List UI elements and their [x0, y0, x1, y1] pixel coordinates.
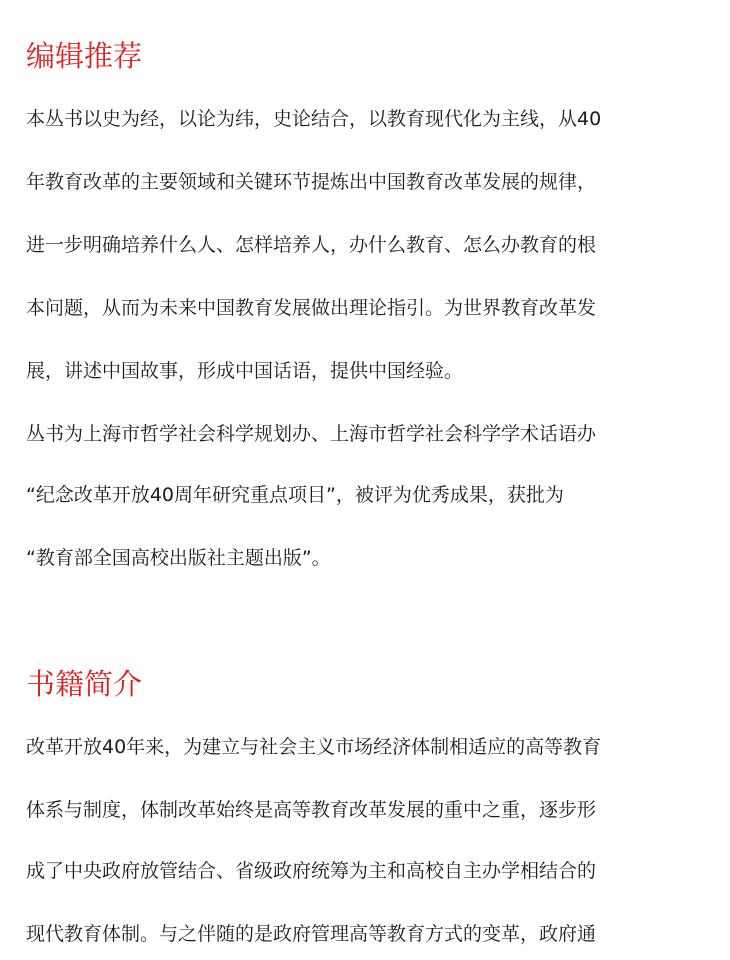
book-intro-title: 书籍简介 — [26, 667, 143, 701]
intro-paragraph-line: 现代教育体制。与之伴随的是政府管理高等教育方式的变革，政府通 — [26, 923, 597, 945]
editor-paragraph-line: 年教育改革的主要领域和关键环节提炼出中国教育改革发展的规律， — [26, 171, 597, 193]
editor-recommendation-title: 编辑推荐 — [26, 39, 143, 73]
intro-paragraph-line: 体系与制度，体制改革始终是高等教育改革发展的重中之重，逐步形 — [26, 799, 597, 821]
editor-paragraph-line: 丛书为上海市哲学社会科学规划办、上海市哲学社会科学学术话语办 — [26, 423, 597, 445]
editor-paragraph-line: 本丛书以史为经，以论为纬，史论结合，以教育现代化为主线，从40 — [26, 108, 602, 130]
editor-paragraph-line: “教育部全国高校出版社主题出版”。 — [26, 547, 331, 569]
editor-paragraph-line: 进一步明确培养什么人、怎样培养人，办什么教育、怎么办教育的根 — [26, 234, 597, 256]
editor-paragraph-line: “纪念改革开放40周年研究重点项目”，被评为优秀成果，获批为 — [26, 484, 564, 506]
intro-paragraph-line: 成了中央政府放管结合、省级政府统筹为主和高校自主办学相结合的 — [26, 860, 597, 882]
intro-paragraph-line: 改革开放40年来，为建立与社会主义市场经济体制相适应的高等教育 — [26, 736, 602, 758]
editor-paragraph-line: 展，讲述中国故事，形成中国话语，提供中国经验。 — [26, 360, 464, 382]
editor-paragraph-line: 本问题，从而为未来中国教育发展做出理论指引。为世界教育改革发 — [26, 297, 597, 319]
